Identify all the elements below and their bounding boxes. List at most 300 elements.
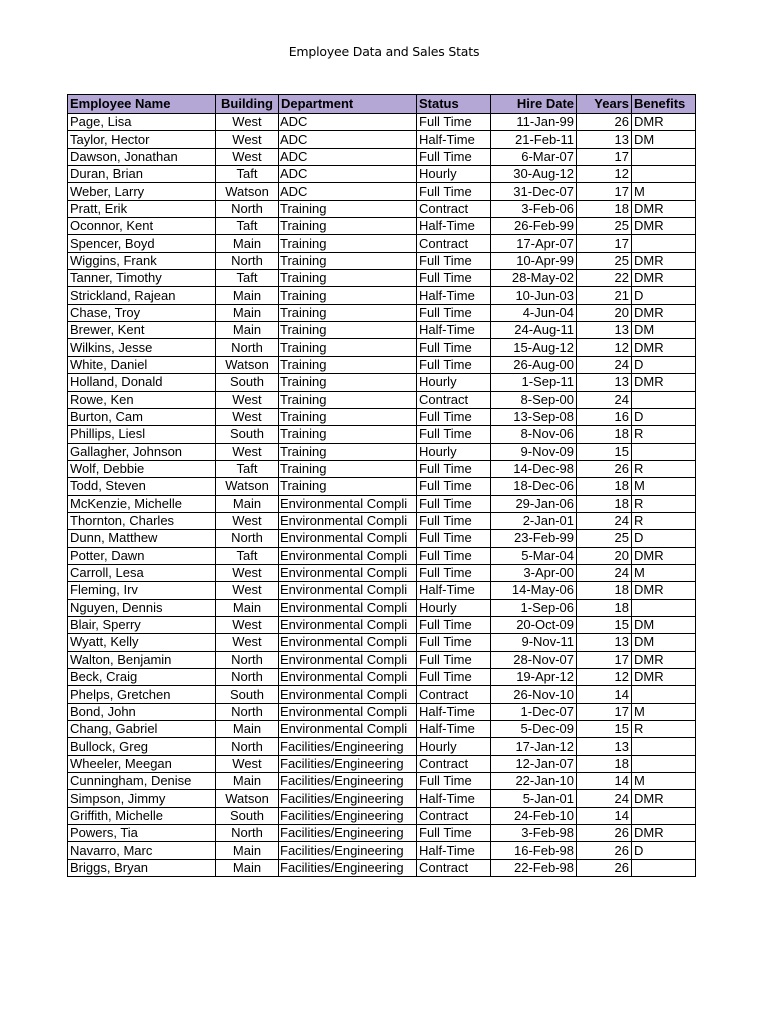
cell-employee-name: Wheeler, Meegan <box>68 755 216 772</box>
cell-hire-date: 13-Sep-08 <box>491 408 577 425</box>
table-row <box>68 634 696 651</box>
cell-building: West <box>216 616 279 633</box>
cell-years: 25 <box>577 218 632 235</box>
cell-building: South <box>216 807 279 824</box>
cell-building: West <box>216 443 279 460</box>
table-row <box>68 166 696 183</box>
table-row <box>68 651 696 668</box>
cell-building: Main <box>216 287 279 304</box>
cell-benefits <box>632 755 696 772</box>
cell-building: West <box>216 564 279 581</box>
table-row <box>68 131 696 148</box>
cell-employee-name: Gallagher, Johnson <box>68 443 216 460</box>
table-row <box>68 842 696 859</box>
cell-department: Training <box>279 304 417 321</box>
cell-years: 18 <box>577 200 632 217</box>
cell-hire-date: 3-Feb-98 <box>491 825 577 842</box>
cell-years: 13 <box>577 131 632 148</box>
cell-department: Training <box>279 391 417 408</box>
cell-hire-date: 26-Nov-10 <box>491 686 577 703</box>
cell-hire-date: 1-Sep-06 <box>491 599 577 616</box>
cell-status: Hourly <box>417 166 491 183</box>
cell-hire-date: 10-Jun-03 <box>491 287 577 304</box>
table-row <box>68 270 696 287</box>
cell-employee-name: Nguyen, Dennis <box>68 599 216 616</box>
table-row <box>68 669 696 686</box>
cell-status: Full Time <box>417 356 491 373</box>
cell-status: Contract <box>417 807 491 824</box>
cell-department: Training <box>279 287 417 304</box>
cell-status: Hourly <box>417 443 491 460</box>
cell-benefits <box>632 443 696 460</box>
cell-employee-name: Walton, Benjamin <box>68 651 216 668</box>
cell-benefits: R <box>632 460 696 477</box>
cell-benefits: D <box>632 530 696 547</box>
cell-benefits: M <box>632 773 696 790</box>
cell-building: South <box>216 686 279 703</box>
cell-hire-date: 15-Aug-12 <box>491 339 577 356</box>
table-row <box>68 825 696 842</box>
cell-building: North <box>216 200 279 217</box>
table-row <box>68 356 696 373</box>
cell-status: Hourly <box>417 374 491 391</box>
cell-employee-name: Holland, Donald <box>68 374 216 391</box>
cell-building: Main <box>216 495 279 512</box>
cell-department: Facilities/Engineering <box>279 825 417 842</box>
cell-years: 21 <box>577 287 632 304</box>
cell-building: West <box>216 755 279 772</box>
cell-building: North <box>216 651 279 668</box>
cell-status: Full Time <box>417 651 491 668</box>
cell-years: 24 <box>577 356 632 373</box>
cell-benefits: DM <box>632 131 696 148</box>
cell-employee-name: Beck, Craig <box>68 669 216 686</box>
cell-hire-date: 6-Mar-07 <box>491 148 577 165</box>
cell-hire-date: 10-Apr-99 <box>491 252 577 269</box>
cell-department: ADC <box>279 166 417 183</box>
cell-department: Facilities/Engineering <box>279 773 417 790</box>
cell-employee-name: Phelps, Gretchen <box>68 686 216 703</box>
cell-benefits: DMR <box>632 669 696 686</box>
cell-building: Taft <box>216 460 279 477</box>
cell-building: West <box>216 408 279 425</box>
cell-benefits: M <box>632 564 696 581</box>
cell-department: Environmental Compli <box>279 512 417 529</box>
cell-building: Taft <box>216 166 279 183</box>
cell-hire-date: 14-Dec-98 <box>491 460 577 477</box>
cell-status: Full Time <box>417 564 491 581</box>
table-row <box>68 443 696 460</box>
table-row <box>68 235 696 252</box>
cell-employee-name: Powers, Tia <box>68 825 216 842</box>
cell-building: Main <box>216 599 279 616</box>
cell-employee-name: Strickland, Rajean <box>68 287 216 304</box>
table-row <box>68 322 696 339</box>
cell-building: West <box>216 114 279 131</box>
cell-hire-date: 9-Nov-11 <box>491 634 577 651</box>
header-row <box>68 95 696 114</box>
cell-years: 20 <box>577 547 632 564</box>
cell-years: 12 <box>577 166 632 183</box>
cell-building: North <box>216 703 279 720</box>
cell-years: 12 <box>577 339 632 356</box>
cell-hire-date: 24-Feb-10 <box>491 807 577 824</box>
table-row <box>68 530 696 547</box>
cell-department: Environmental Compli <box>279 530 417 547</box>
table-row <box>68 582 696 599</box>
cell-employee-name: Wiggins, Frank <box>68 252 216 269</box>
cell-years: 18 <box>577 426 632 443</box>
cell-hire-date: 26-Feb-99 <box>491 218 577 235</box>
cell-department: Training <box>279 252 417 269</box>
cell-employee-name: Phillips, Liesl <box>68 426 216 443</box>
cell-years: 26 <box>577 842 632 859</box>
cell-years: 15 <box>577 616 632 633</box>
cell-years: 26 <box>577 825 632 842</box>
cell-hire-date: 9-Nov-09 <box>491 443 577 460</box>
cell-building: North <box>216 738 279 755</box>
cell-department: Environmental Compli <box>279 634 417 651</box>
table-row <box>68 599 696 616</box>
cell-benefits: D <box>632 408 696 425</box>
cell-status: Half-Time <box>417 322 491 339</box>
cell-status: Full Time <box>417 495 491 512</box>
cell-hire-date: 8-Nov-06 <box>491 426 577 443</box>
cell-hire-date: 20-Oct-09 <box>491 616 577 633</box>
header-years: Years <box>577 95 632 114</box>
cell-building: North <box>216 669 279 686</box>
cell-building: South <box>216 426 279 443</box>
cell-department: Environmental Compli <box>279 616 417 633</box>
cell-department: ADC <box>279 114 417 131</box>
cell-building: West <box>216 512 279 529</box>
cell-benefits: DMR <box>632 304 696 321</box>
cell-building: South <box>216 374 279 391</box>
cell-benefits <box>632 166 696 183</box>
cell-building: West <box>216 148 279 165</box>
cell-years: 26 <box>577 114 632 131</box>
table-row <box>68 755 696 772</box>
cell-department: Training <box>279 235 417 252</box>
cell-hire-date: 31-Dec-07 <box>491 183 577 200</box>
cell-department: Environmental Compli <box>279 721 417 738</box>
cell-hire-date: 21-Feb-11 <box>491 131 577 148</box>
table-row <box>68 408 696 425</box>
cell-benefits <box>632 235 696 252</box>
cell-hire-date: 12-Jan-07 <box>491 755 577 772</box>
cell-years: 13 <box>577 322 632 339</box>
cell-benefits: DMR <box>632 374 696 391</box>
cell-status: Full Time <box>417 773 491 790</box>
cell-department: Facilities/Engineering <box>279 755 417 772</box>
cell-status: Full Time <box>417 512 491 529</box>
cell-years: 18 <box>577 755 632 772</box>
cell-years: 14 <box>577 773 632 790</box>
cell-status: Contract <box>417 235 491 252</box>
table-row <box>68 478 696 495</box>
cell-hire-date: 11-Jan-99 <box>491 114 577 131</box>
cell-employee-name: Thornton, Charles <box>68 512 216 529</box>
cell-employee-name: Chase, Troy <box>68 304 216 321</box>
cell-years: 24 <box>577 512 632 529</box>
cell-hire-date: 17-Jan-12 <box>491 738 577 755</box>
header-employee-name: Employee Name <box>68 95 216 114</box>
cell-department: Environmental Compli <box>279 599 417 616</box>
cell-hire-date: 3-Apr-00 <box>491 564 577 581</box>
cell-hire-date: 29-Jan-06 <box>491 495 577 512</box>
cell-building: Main <box>216 304 279 321</box>
table-row <box>68 183 696 200</box>
cell-years: 14 <box>577 807 632 824</box>
cell-benefits <box>632 148 696 165</box>
cell-years: 15 <box>577 443 632 460</box>
cell-department: ADC <box>279 148 417 165</box>
cell-department: Environmental Compli <box>279 669 417 686</box>
table-body <box>68 114 696 877</box>
cell-benefits: D <box>632 842 696 859</box>
cell-benefits: DMR <box>632 547 696 564</box>
cell-status: Full Time <box>417 634 491 651</box>
cell-building: Taft <box>216 547 279 564</box>
cell-benefits: DMR <box>632 339 696 356</box>
cell-years: 18 <box>577 478 632 495</box>
cell-benefits: DMR <box>632 790 696 807</box>
cell-benefits: M <box>632 478 696 495</box>
cell-employee-name: Carroll, Lesa <box>68 564 216 581</box>
cell-department: Training <box>279 408 417 425</box>
table-row <box>68 790 696 807</box>
cell-years: 13 <box>577 738 632 755</box>
cell-employee-name: Wyatt, Kelly <box>68 634 216 651</box>
cell-years: 22 <box>577 270 632 287</box>
cell-employee-name: Brewer, Kent <box>68 322 216 339</box>
cell-status: Full Time <box>417 825 491 842</box>
cell-status: Full Time <box>417 304 491 321</box>
cell-building: Taft <box>216 270 279 287</box>
table-row <box>68 287 696 304</box>
cell-department: Facilities/Engineering <box>279 859 417 876</box>
cell-department: Environmental Compli <box>279 703 417 720</box>
cell-status: Full Time <box>417 148 491 165</box>
header-department: Department <box>279 95 417 114</box>
cell-years: 13 <box>577 374 632 391</box>
cell-hire-date: 28-Nov-07 <box>491 651 577 668</box>
table-row <box>68 252 696 269</box>
cell-building: North <box>216 339 279 356</box>
cell-department: Facilities/Engineering <box>279 738 417 755</box>
cell-years: 17 <box>577 148 632 165</box>
cell-employee-name: Page, Lisa <box>68 114 216 131</box>
table-row <box>68 616 696 633</box>
header-building: Building <box>216 95 279 114</box>
cell-status: Full Time <box>417 530 491 547</box>
cell-employee-name: Blair, Sperry <box>68 616 216 633</box>
cell-department: Training <box>279 218 417 235</box>
page-title: Employee Data and Sales Stats <box>288 44 480 59</box>
cell-department: Environmental Compli <box>279 547 417 564</box>
header-benefits: Benefits <box>632 95 696 114</box>
cell-department: Training <box>279 426 417 443</box>
table-row <box>68 460 696 477</box>
cell-benefits: DMR <box>632 825 696 842</box>
cell-department: Training <box>279 460 417 477</box>
cell-benefits: DMR <box>632 582 696 599</box>
cell-years: 24 <box>577 564 632 581</box>
cell-hire-date: 3-Feb-06 <box>491 200 577 217</box>
cell-status: Full Time <box>417 183 491 200</box>
cell-employee-name: Burton, Cam <box>68 408 216 425</box>
cell-building: Main <box>216 859 279 876</box>
cell-employee-name: Bullock, Greg <box>68 738 216 755</box>
cell-employee-name: Briggs, Bryan <box>68 859 216 876</box>
cell-status: Half-Time <box>417 703 491 720</box>
cell-department: Training <box>279 200 417 217</box>
cell-benefits: R <box>632 495 696 512</box>
cell-benefits: DMR <box>632 114 696 131</box>
cell-status: Full Time <box>417 339 491 356</box>
cell-benefits: DM <box>632 634 696 651</box>
cell-employee-name: Spencer, Boyd <box>68 235 216 252</box>
cell-benefits: DMR <box>632 252 696 269</box>
cell-hire-date: 22-Feb-98 <box>491 859 577 876</box>
cell-department: Facilities/Engineering <box>279 790 417 807</box>
cell-employee-name: Potter, Dawn <box>68 547 216 564</box>
cell-status: Full Time <box>417 669 491 686</box>
cell-employee-name: Bond, John <box>68 703 216 720</box>
table-row <box>68 495 696 512</box>
cell-building: North <box>216 825 279 842</box>
cell-status: Contract <box>417 200 491 217</box>
cell-status: Full Time <box>417 252 491 269</box>
cell-hire-date: 4-Jun-04 <box>491 304 577 321</box>
cell-years: 24 <box>577 391 632 408</box>
cell-building: Main <box>216 322 279 339</box>
cell-years: 20 <box>577 304 632 321</box>
cell-years: 26 <box>577 460 632 477</box>
cell-department: Environmental Compli <box>279 564 417 581</box>
cell-building: Watson <box>216 478 279 495</box>
cell-building: West <box>216 131 279 148</box>
cell-status: Full Time <box>417 114 491 131</box>
table-row <box>68 773 696 790</box>
cell-benefits: DMR <box>632 200 696 217</box>
table-row <box>68 564 696 581</box>
cell-status: Half-Time <box>417 842 491 859</box>
cell-years: 12 <box>577 669 632 686</box>
cell-status: Half-Time <box>417 721 491 738</box>
cell-building: West <box>216 391 279 408</box>
cell-benefits: R <box>632 426 696 443</box>
cell-building: Watson <box>216 790 279 807</box>
cell-status: Full Time <box>417 408 491 425</box>
cell-benefits: DMR <box>632 651 696 668</box>
cell-building: Main <box>216 842 279 859</box>
cell-hire-date: 28-May-02 <box>491 270 577 287</box>
table-row <box>68 374 696 391</box>
cell-department: Training <box>279 322 417 339</box>
cell-years: 25 <box>577 530 632 547</box>
cell-years: 16 <box>577 408 632 425</box>
cell-department: Environmental Compli <box>279 495 417 512</box>
cell-benefits: M <box>632 183 696 200</box>
cell-employee-name: Tanner, Timothy <box>68 270 216 287</box>
cell-employee-name: Oconnor, Kent <box>68 218 216 235</box>
cell-years: 17 <box>577 235 632 252</box>
cell-employee-name: Chang, Gabriel <box>68 721 216 738</box>
cell-benefits: DMR <box>632 218 696 235</box>
cell-department: Environmental Compli <box>279 686 417 703</box>
cell-years: 18 <box>577 599 632 616</box>
cell-status: Contract <box>417 686 491 703</box>
cell-building: North <box>216 252 279 269</box>
cell-years: 24 <box>577 790 632 807</box>
cell-status: Full Time <box>417 478 491 495</box>
cell-status: Full Time <box>417 616 491 633</box>
cell-status: Full Time <box>417 270 491 287</box>
cell-employee-name: Duran, Brian <box>68 166 216 183</box>
table-row <box>68 304 696 321</box>
cell-building: Main <box>216 721 279 738</box>
cell-employee-name: Wilkins, Jesse <box>68 339 216 356</box>
cell-years: 13 <box>577 634 632 651</box>
cell-department: Training <box>279 443 417 460</box>
cell-employee-name: Weber, Larry <box>68 183 216 200</box>
cell-employee-name: Simpson, Jimmy <box>68 790 216 807</box>
cell-building: Watson <box>216 356 279 373</box>
cell-status: Half-Time <box>417 582 491 599</box>
cell-years: 14 <box>577 686 632 703</box>
cell-status: Contract <box>417 755 491 772</box>
cell-hire-date: 22-Jan-10 <box>491 773 577 790</box>
cell-benefits: D <box>632 287 696 304</box>
cell-hire-date: 24-Aug-11 <box>491 322 577 339</box>
cell-hire-date: 14-May-06 <box>491 582 577 599</box>
cell-employee-name: Pratt, Erik <box>68 200 216 217</box>
table-row <box>68 703 696 720</box>
cell-employee-name: Rowe, Ken <box>68 391 216 408</box>
cell-benefits <box>632 807 696 824</box>
table-row <box>68 391 696 408</box>
cell-status: Full Time <box>417 426 491 443</box>
cell-benefits <box>632 686 696 703</box>
cell-building: West <box>216 634 279 651</box>
cell-hire-date: 1-Dec-07 <box>491 703 577 720</box>
cell-employee-name: Dunn, Matthew <box>68 530 216 547</box>
cell-benefits: DM <box>632 616 696 633</box>
cell-status: Half-Time <box>417 131 491 148</box>
cell-years: 18 <box>577 582 632 599</box>
header-hire-date: Hire Date <box>491 95 577 114</box>
cell-hire-date: 30-Aug-12 <box>491 166 577 183</box>
cell-years: 17 <box>577 703 632 720</box>
cell-hire-date: 2-Jan-01 <box>491 512 577 529</box>
cell-building: Main <box>216 773 279 790</box>
cell-department: Facilities/Engineering <box>279 807 417 824</box>
cell-years: 15 <box>577 721 632 738</box>
cell-hire-date: 16-Feb-98 <box>491 842 577 859</box>
cell-status: Hourly <box>417 599 491 616</box>
cell-years: 18 <box>577 495 632 512</box>
table-row <box>68 721 696 738</box>
table-row <box>68 547 696 564</box>
table-row <box>68 200 696 217</box>
cell-employee-name: Todd, Steven <box>68 478 216 495</box>
cell-status: Full Time <box>417 460 491 477</box>
cell-employee-name: Griffith, Michelle <box>68 807 216 824</box>
cell-building: Main <box>216 235 279 252</box>
cell-department: Facilities/Engineering <box>279 842 417 859</box>
cell-department: ADC <box>279 131 417 148</box>
